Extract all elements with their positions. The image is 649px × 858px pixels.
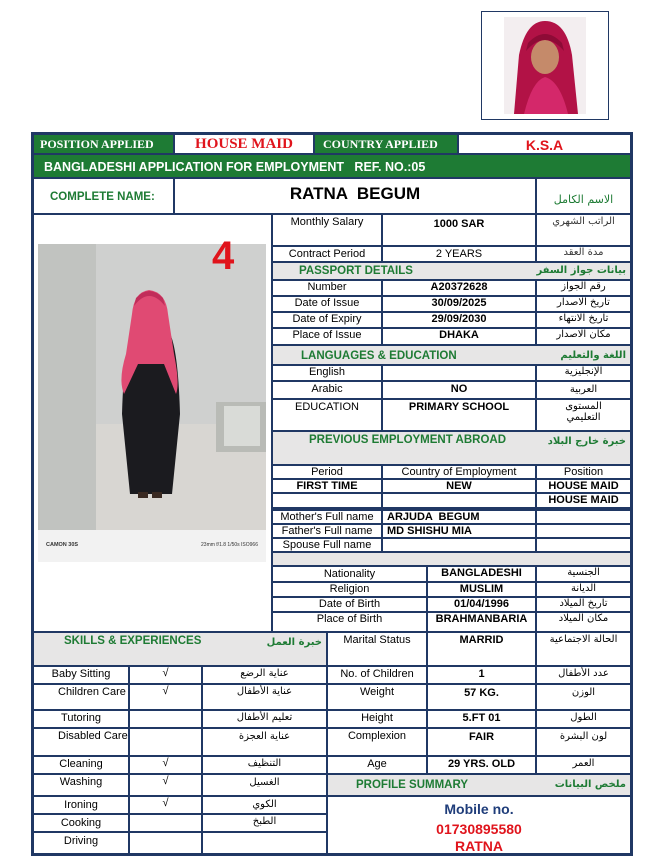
nationality-label: Nationality [272,566,427,582]
skill-label-ar-4: عناية العجزة [202,728,327,756]
father-label: Father's Full name [272,524,382,538]
passport-title: PASSPORT DETAILS [299,265,413,277]
education-label: EDUCATION [272,399,382,431]
prev-position-1: HOUSE MAID [536,479,631,493]
passport-place-value: DHAKA [382,328,536,345]
skills-title: SKILLS & EXPERIENCES [64,635,202,647]
religion-value: MUSLIM [427,582,536,597]
skills-title-ar: خبرة العمل [266,637,322,648]
spouse-extra [536,538,631,552]
skill-label-ar-5: التنظيف [202,756,327,774]
height-value: 5.FT 01 [427,710,536,728]
profile-title-ar: ملخص البيانات [554,779,626,790]
contract-label: Contract Period [272,246,382,262]
full-body-photo [38,244,266,530]
contract-label-ar: مدة العقد [536,246,631,262]
skill-check-8 [129,814,202,832]
skill-label-4: Disabled Care [33,728,129,756]
application-title: BANGLADESHI APPLICATION FOR EMPLOYMENT REF. NO.:05 [33,154,631,178]
english-label-ar: الإنجليزية [536,365,631,381]
col-position: Position [536,465,631,479]
mother-label: Mother's Full name [272,510,382,524]
dob-value: 01/04/1996 [427,597,536,612]
education-value: PRIMARY SCHOOL [382,399,536,431]
complexion-value: FAIR [427,728,536,756]
col-period: Period [272,465,382,479]
religion-label: Religion [272,582,427,597]
salary-label: Monthly Salary [272,214,382,246]
dob-label-ar: تاريخ الميلاد [536,597,631,612]
weight-label-ar: الوزن [536,684,631,710]
age-label: Age [327,756,427,774]
mobile-name: RATNA [455,838,503,854]
portrait-photo [486,15,604,116]
skill-label-8: Cooking [33,814,129,832]
position-value: HOUSE MAID [174,134,314,154]
profile-box [327,796,631,854]
position-label: POSITION APPLIED [33,134,174,154]
passport-place-label-ar: مكان الاصدار [536,328,631,345]
salary-value: 1000 SAR [382,214,536,246]
passport-number-value: A20372628 [382,280,536,296]
spouse-value [382,538,536,552]
pob-label-ar: مكان الميلاد [536,612,631,632]
skill-label-ar-2: عناية الأطفال [202,684,327,710]
skill-check-1: √ [129,666,202,684]
skill-label-7: Ironing [33,796,129,814]
marital-label-ar: الحالة الاجتماعية [536,632,631,666]
skill-check-6: √ [129,774,202,796]
mobile-label: Mobile no. [444,801,514,817]
contract-value: 2 YEARS [382,246,536,262]
languages-title-ar: اللغة والتعليم [560,350,626,361]
skill-label-ar-6: الغسيل [202,774,327,796]
prev-country-1: NEW [382,479,536,493]
children-label: No. of Children [327,666,427,684]
height-label-ar: الطول [536,710,631,728]
skill-check-2: √ [129,684,202,710]
english-label: English [272,365,382,381]
passport-number-label-ar: رقم الجواز [536,280,631,296]
passport-header [272,262,631,280]
height-label: Height [327,710,427,728]
marital-value: MARRID [427,632,536,666]
father-value: MD SHISHU MIA [382,524,536,538]
skill-label-5: Cleaning [33,756,129,774]
pob-value: BRAHMANBARIA [427,612,536,632]
skill-label-ar-8: الطبخ [202,814,327,832]
passport-expiry-label: Date of Expiry [272,312,382,328]
languages-title: LANGUAGES & EDUCATION [301,350,457,362]
languages-header [272,345,631,365]
skill-check-3 [129,710,202,728]
age-label-ar: العمر [536,756,631,774]
nationality-value: BANGLADESHI [427,566,536,582]
father-extra [536,524,631,538]
dob-label: Date of Birth [272,597,427,612]
skill-label-1: Baby Sitting [33,666,129,684]
passport-issue-label-ar: تاريخ الاصدار [536,296,631,312]
salary-label-ar: الراتب الشهري [536,214,631,246]
profile-header [327,774,631,796]
spacer-row [272,552,631,566]
prev-country-2 [382,493,536,508]
country-value: K.S.A [458,134,631,154]
full-photo [38,244,266,562]
previous-header [272,431,631,465]
passport-issue-value: 30/09/2025 [382,296,536,312]
prev-period-2 [272,493,382,508]
skill-check-5: √ [129,756,202,774]
camera-info: 23mm f/1.8 1/50s ISO966 [201,542,258,548]
spouse-label: Spouse Full name [272,538,382,552]
skill-label-ar-1: عناية الرضع [202,666,327,684]
age-value: 29 YRS. OLD [427,756,536,774]
portrait-frame [481,11,609,120]
name-label: COMPLETE NAME: [33,178,174,214]
weight-value: 57 KG. [427,684,536,710]
skill-label-6: Washing [33,774,129,796]
mother-value: ARJUDA BEGUM [382,510,536,524]
marital-label: Marital Status [327,632,427,666]
country-label: COUNTRY APPLIED [314,134,458,154]
children-value: 1 [427,666,536,684]
previous-title: PREVIOUS EMPLOYMENT ABROAD [309,434,507,446]
camera-brand: CAMON 30S [46,542,79,548]
skill-label-ar-7: الكوي [202,796,327,814]
mother-extra [536,510,631,524]
children-label-ar: عدد الأطفال [536,666,631,684]
complexion-label-ar: لون البشرة [536,728,631,756]
pob-label: Place of Birth [272,612,427,632]
complexion-label: Complexion [327,728,427,756]
skill-check-9 [129,832,202,854]
education-label-ar: المستوى التعليمي [536,399,631,431]
passport-expiry-value: 29/09/2030 [382,312,536,328]
arabic-value: NO [382,381,536,399]
previous-title-ar: خبرة خارج البلاد [547,436,626,447]
skill-check-7: √ [129,796,202,814]
skill-check-4 [129,728,202,756]
mobile-number: 01730895580 [436,821,522,837]
weight-label: Weight [327,684,427,710]
skill-label-9: Driving [33,832,129,854]
profile-title: PROFILE SUMMARY [356,779,469,791]
passport-place-label: Place of Issue [272,328,382,345]
arabic-label: Arabic [272,381,382,399]
arabic-label-ar: العربية [536,381,631,399]
skills-header [33,632,327,666]
passport-title-ar: بيانات جواز السفر [536,265,626,276]
name-label-ar: الاسم الكامل [536,178,631,214]
passport-number-label: Number [272,280,382,296]
skill-label-ar-9 [202,832,327,854]
prev-period-1: FIRST TIME [272,479,382,493]
skill-label-2: Children Care [33,684,129,710]
col-country: Country of Employment [382,465,536,479]
name-value: RATNA BEGUM [174,178,536,214]
nationality-label-ar: الجنسية [536,566,631,582]
photo-number: 4 [212,234,235,278]
skill-label-3: Tutoring [33,710,129,728]
skill-label-ar-3: تعليم الأطفال [202,710,327,728]
passport-issue-label: Date of Issue [272,296,382,312]
english-value [382,365,536,381]
religion-label-ar: الديانة [536,582,631,597]
passport-expiry-label-ar: تاريخ الانتهاء [536,312,631,328]
prev-position-2: HOUSE MAID [536,493,631,508]
